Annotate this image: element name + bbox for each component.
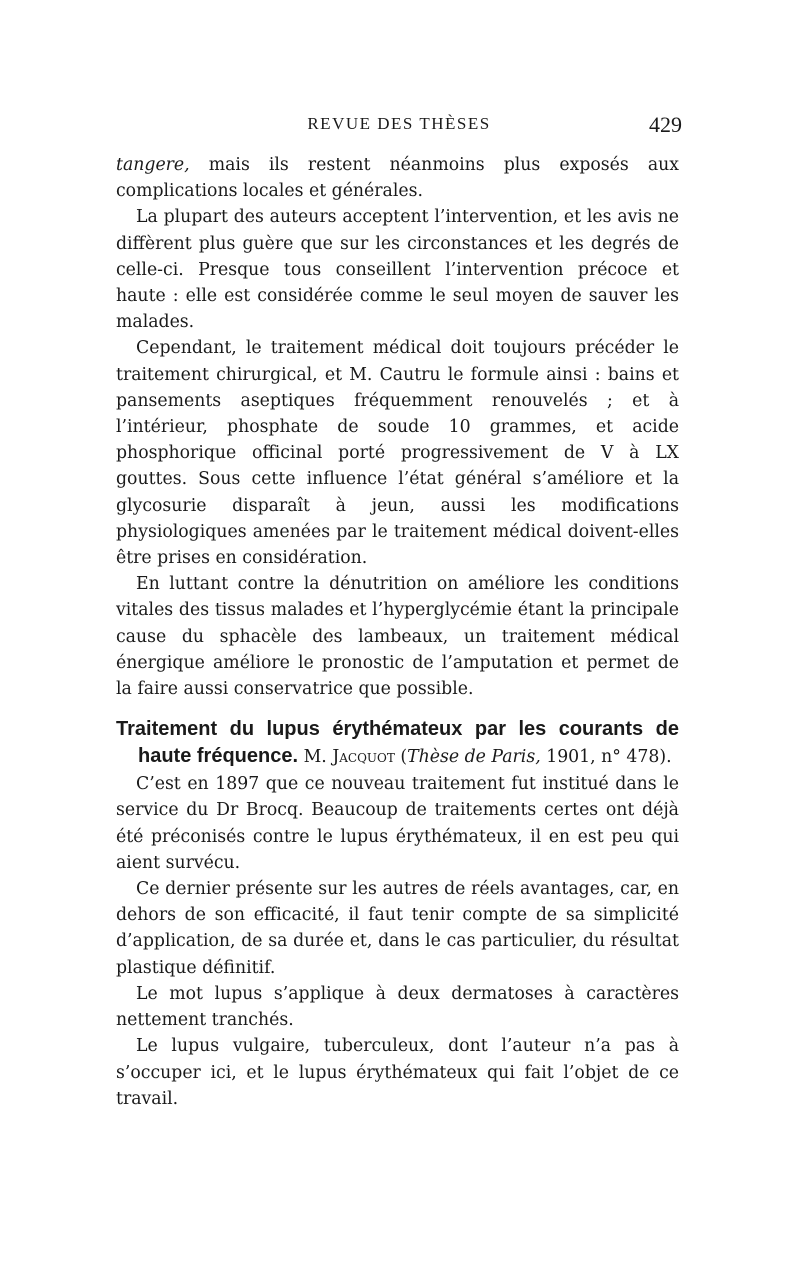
running-title: REVUE DES THÈSES	[307, 114, 491, 133]
paragraph: Cependant, le traitement médical doit toujours précéder le traitement chirurgical, et M. Cautru le formule ainsi : bains et pansements aseptiques fréquemment renouvelés ; et à l’intérieur, phosphate de soude 10 grammes, et acide phosphorique officinal porté progressivement de V à LX gouttes. Sous cette influence l’état général s’améliore et la glycosurie disparaît à jeun, aussi les modifications physiologiques amenées par le traitement médical doivent-elles être prises en considération.	[116, 338, 679, 569]
section-heading	[116, 716, 679, 771]
author-line	[304, 747, 672, 767]
paragraph: Le lupus vulgaire, tuberculeux, dont l’auteur n’a pas à s’occuper ici, et le lupus érythémateux qui fait l’objet de ce travail.	[116, 1036, 679, 1109]
paragraph: Ce dernier présente sur les autres de réels avantages, car, en dehors de son efficacité, il faut tenir compte de sa simplicité d’application, de sa durée et, dans le cas particulier, du résultat plastique définitif.	[116, 879, 679, 978]
thesis-details: 1901, n° 478).	[540, 747, 672, 768]
paragraph: En luttant contre la dénutrition on améliore les conditions vitales des tissus malades et l’hyperglycémie étant la principale cause du sphacèle des lambeaux, un traitement médical énergique améliore le pronostic de l’amputation et permet de la faire aussi conservatrice que possible.	[116, 574, 679, 700]
paragraph: Le mot lupus s’applique à deux dermatoses à caractères nettement tranchés.	[116, 983, 679, 1031]
running-head	[116, 114, 682, 144]
thesis-source: Thèse de Paris,	[407, 747, 541, 768]
section-title: Traitement du lupus érythémateux par les courants de haute fréquence.	[116, 718, 679, 768]
italic-word: tangere,	[116, 155, 190, 175]
page-number: 429	[649, 112, 682, 137]
body-text	[116, 152, 679, 1112]
paragraph-text: mais ils restent néanmoins plus exposés aux complications locales et générales.	[116, 155, 679, 202]
paragraph: C’est en 1897 que ce nouveau traitement fut institué dans le service du Dr Brocq. Beaucoup de traitements certes ont déjà été préconisés contre le lupus érythémateux, il en est peu qui aient survécu.	[116, 774, 679, 873]
paragraph	[116, 152, 679, 204]
paren-open: (	[394, 747, 408, 768]
author-prefix: M.	[303, 747, 327, 768]
author-name: Jacquot	[332, 747, 395, 768]
paragraph: La plupart des auteurs acceptent l’intervention, et les avis ne diffèrent plus guère que sur les circonstances et les degrés de celle-ci. Presque tous conseillent l’intervention précoce et haute : elle est considérée comme le seul moyen de sauver les malades.	[116, 207, 679, 333]
